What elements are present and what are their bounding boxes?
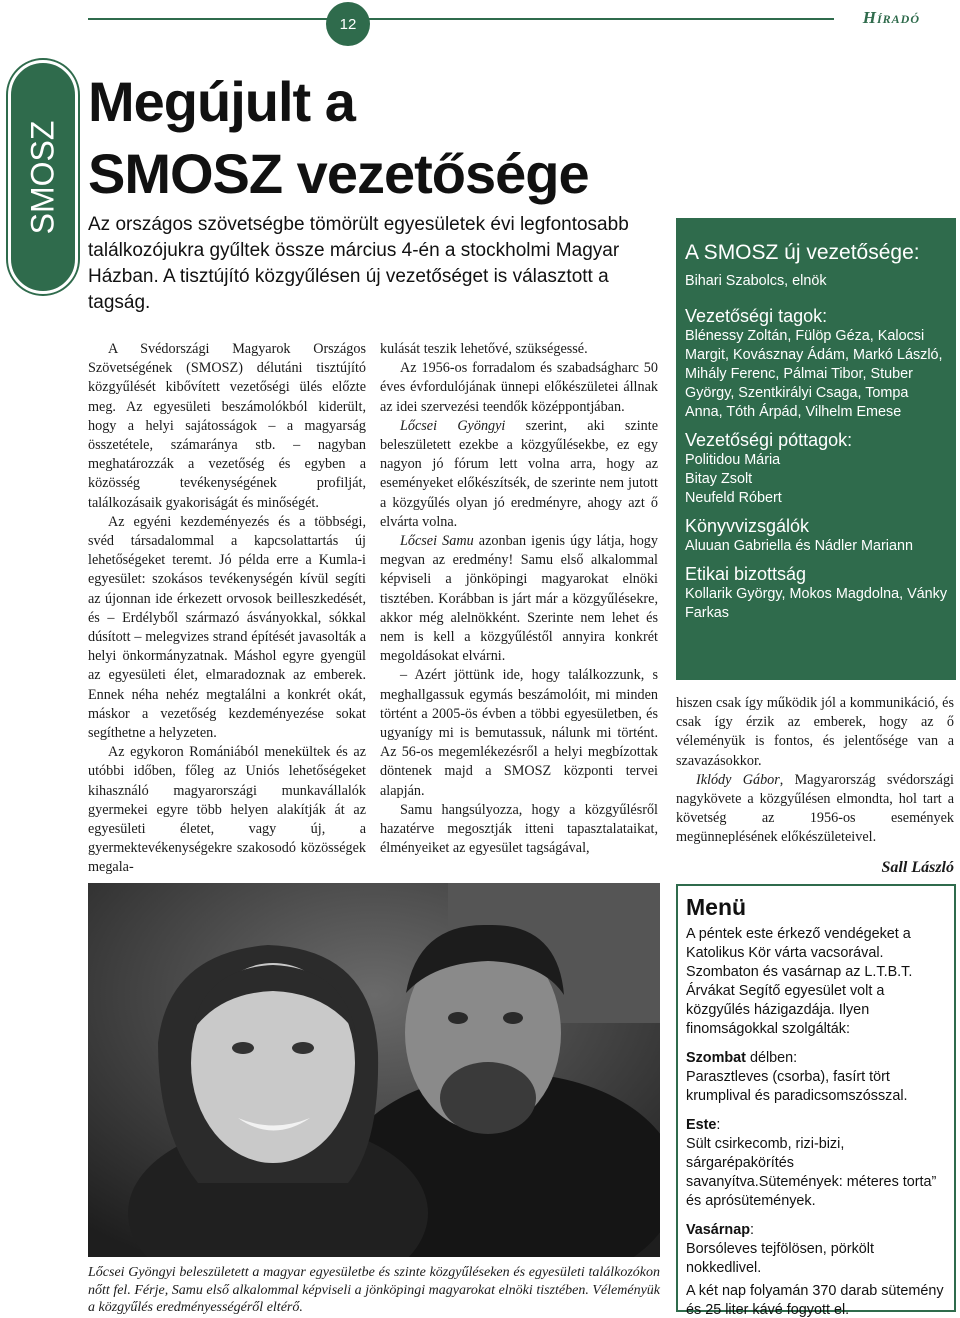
person-name: Iklódy Gábor [696, 771, 780, 788]
article-column-2 [380, 340, 658, 858]
headline-line-1: Megújult a [88, 70, 355, 133]
president: Bihari Szabolcs, elnök [685, 273, 827, 289]
leadership-title: A SMOSZ új vezetősége: [685, 241, 920, 264]
dish-list: Parasztleves (csorba), fasírt tört krumplival és paradicsomszósszal. [686, 1069, 908, 1104]
paragraph-text: azonban igenis úgy látja, hogy megvan az eredmény! Samu első alkalommal képviseli a jönköpingi magyarokat elnöki tisztében. Korábban is járt már a közgyűlésekre, akkor még alelnökként. Szerinte nem lehet és nem is kell a közgyűléstől annyira konkrét megoldásokat elvárni. [380, 533, 658, 665]
section-title: Híradó [862, 8, 920, 27]
alternates-title: Vezetőségi póttagok: [685, 430, 853, 450]
ethics-title: Etikai bizottság [685, 564, 807, 584]
article-paragraph: hiszen csak így működik jól a kommunikáció, és csak így érzik az emberek, hogy az ő véleményük is fontos, és jelentősége van a szavazásokkor. [676, 695, 954, 769]
day-time: délben: [745, 1050, 798, 1066]
article-paragraph: kulását teszik lehetővé, szükségessé. [380, 341, 588, 357]
article-paragraph: Az 1956-os forradalom és szabadságharc 50 éves évfordulójának ünnepi előkészületei állnak az idei szervezési teendők középpontjában. [380, 360, 658, 415]
section-badge-label: SMOSZ [24, 120, 61, 234]
headline [88, 66, 678, 210]
author-signature: Sall László [881, 858, 954, 876]
menu-box [676, 884, 956, 1318]
menu-intro: A péntek este érkező vendégeket a Katolikus Kör várta vacsorával. Szombaton és vasárnap az L.T.B.T. Árvákat Segítő egyesület volt a közgyűlés házigazdája. Ilyen finomságokkal szolgálták: [686, 926, 913, 1037]
day-label: Este [686, 1117, 717, 1133]
ethics-list: Kollarik György, Mokos Magdolna, Vánky Farkas [685, 586, 948, 621]
menu-title: Menü [686, 894, 747, 920]
alternate: Bitay Zsolt [685, 471, 753, 487]
paragraph-text: , Magyarország svédországi nagykövete a közgyűlésen elmondta, hol tart a követség az 1956-os események megünneplésének előkészületeivel. [676, 771, 955, 846]
photo-illustration [88, 883, 660, 1257]
photo-caption: Lőcsei Gyöngyi beleszületett a magyar egyesületbe és szinte közgyűléseken és egyesületi találkozókon nőtt fel. Férje, Samu első alkalommal képviseli a jönköpingi magyarokat elnöki tisztében. Véleményük a közgyűlés eredményességéről eltérő. [88, 1265, 660, 1315]
article-column-3 [676, 694, 954, 877]
person-name: Lőcsei Samu [400, 533, 474, 550]
paragraph-text: szerint, aki szinte beleszületett ezekbe a közgyűlésekbe, ez egy nagyon jó fórum lett volna arra, hogy az eseményeket előkészítsék, de szerinte nem jutott a közgyűlés olyan jó eredményre, ahogy azt ő elvárta volna. [380, 417, 659, 530]
day-colon: : [750, 1222, 754, 1238]
alternate: Politidou Mária [685, 452, 781, 468]
article-paragraph: – Azért jöttünk ide, hogy találkozzunk, s meghallgassuk egymás beszámolóit, mi minden történt a 2005-ös évben a többi egyesületben, és ugyanígy mi is bemutassuk, nálunk mi történt. Az 56-os megemlékezésről a helyi megbízottak döntenek majd a SMOSZ központi tervei alapján. [380, 667, 658, 799]
article-paragraph: Az egykoron Romániából menekültek és az utóbbi időben, főleg az Uniós lehetőségeket kihasználó magyarországi munkavállalók gyermekei egyre több helyen alakítják át az egyesületi életet, vagy új, a gyermektevékenységekre szakosodó közösségek megala- [88, 744, 366, 876]
dish-list: Borsóleves tejfölösen, pörkölt nokkedlivel. [686, 1241, 874, 1276]
members-title: Vezetőségi tagok: [685, 306, 828, 326]
couple-photo [88, 883, 660, 1257]
alternate: Neufeld Róbert [685, 490, 782, 506]
article-paragraph [380, 417, 658, 532]
article-paragraph: A Svédországi Magyarok Országos Szövetségének (SMOSZ) délutáni tisztújító közgyűlését kibővített vezetőségi ülés előzte meg. Az egyesületi beszámolókból kiderült, hogy a helyi sajátosságok – a magyarság összetétele, számaránya stb. – nagyban meghatározzák a vezetőség és egyben a közösség tevékenységének profilját, találkozásaik gyakoriságát és minőségét. [88, 341, 366, 511]
auditors-list: Aluuan Gabriella és Nádler Mariann [685, 538, 913, 554]
dish-list: Sült csirkecomb, rizi-bizi, sárgarépakörítés savanyítva.Sütemények: méteres torta” és aprósütemények. [686, 1136, 937, 1209]
day-label: Vasárnap [686, 1222, 750, 1238]
article-column-1 [88, 340, 366, 878]
page-number: 12 [326, 2, 370, 46]
article-paragraph [380, 532, 658, 666]
leadership-box [676, 218, 956, 680]
menu-sunday [686, 1221, 946, 1278]
lead-paragraph: Az országos szövetségbe tömörült egyesületek évi legfontosabb találkozójukra gyűltek össze március 4-én a stockholmi Magyar Házban. A tisztújító közgyűlésen új vezetőséget is választott a tagság. [88, 214, 629, 313]
article-paragraph: Az egyéni kezdeményezés és a többségi, svéd társadalommal a kapcsolattartás új lehetőségeket teremt. Jó példa erre a Kumla-i egyesület: szokásos tevékenységén kívül segíti az újonnan ide érkezett orvosok beilleszkedését, és – Erdélyből származó ásványokkal, sókkal dúsított – melegvizes strand építését javasolták a helyi önkormányzatnak. Máshol egyre gyengül az egyesületi élet, elmaradoznak az emberek. Ennek néha nehéz megtalálni a konkrét okát, máskor a vezetőség kezdeményezése sokat segíthetne a helyzeten. [88, 513, 366, 742]
header-rule [88, 18, 834, 20]
day-label: Szombat [686, 1050, 746, 1066]
auditors-title: Könyvvizsgálók [685, 516, 810, 536]
menu-evening [686, 1116, 946, 1211]
person-name: Lőcsei Gyöngyi [400, 417, 506, 434]
members-list: Blénessy Zoltán, Fülöp Géza, Kalocsi Margit, Kovásznay Ádám, Markó László, Mihály Ferenc, Pálmai Tibor, Stuber György, Szentkirályi Csaga, Tompa Anna, Tóth Árpád, Vilhelm Emese [685, 328, 943, 420]
headline-line-2: SMOSZ vezetősége [88, 142, 589, 205]
menu-saturday [686, 1049, 946, 1106]
article-paragraph [676, 771, 954, 848]
section-badge [8, 60, 78, 294]
article-paragraph: Samu hangsúlyozza, hogy a közgyűlésről hazatérve megosztják itteni tapasztalataikat, élményeiket az egyesület tagságával, [380, 801, 658, 857]
menu-outro: A két nap folyamán 370 darab sütemény és 25 liter kávé fogyott el. [686, 1283, 944, 1318]
day-colon: : [716, 1117, 721, 1133]
